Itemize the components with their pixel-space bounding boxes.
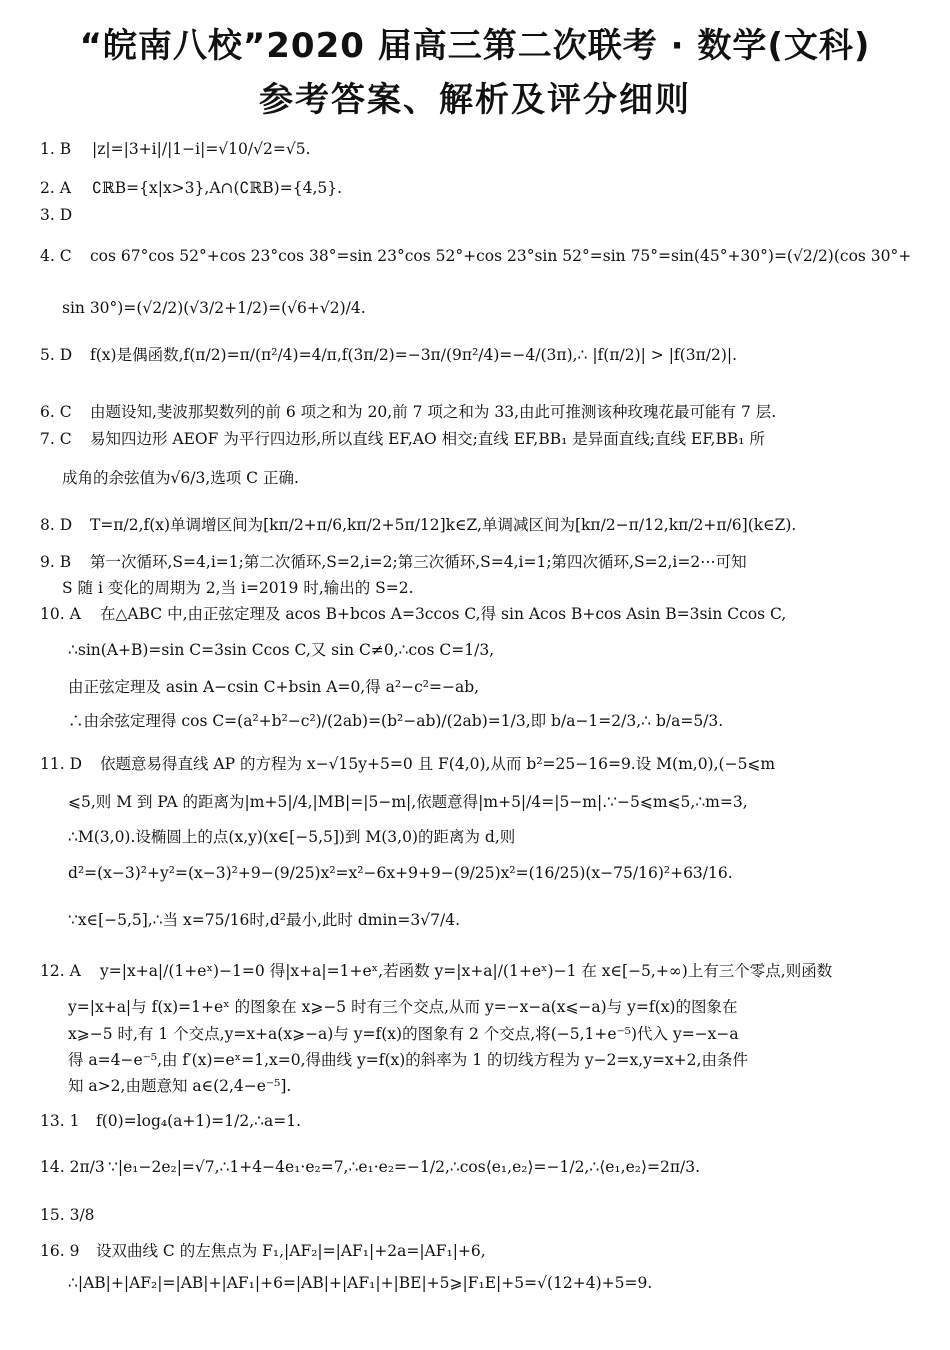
answer-number: 14. 2π/3 — [40, 1158, 105, 1176]
answer-line: ∴由余弦定理得 cos C=(a²+b²−c²)/(2ab)=(b²−ab)/(2ab)=1/3,即 b/a−1=2/3,∴ b/a=5/3. — [68, 712, 724, 730]
answer-number: 2. A — [40, 179, 71, 197]
answer-item-10-cont — [0, 714, 950, 754]
answer-line: 由正弦定理及 asin A−csin C+bsin A=0,得 a²−c²=−ab, — [68, 678, 480, 696]
answer-item-7-cont — [0, 471, 950, 511]
answer-line: |z|=|3+i|/|1−i|=√10/√2=√5. — [92, 140, 311, 158]
answer-line: ∴sin(A+B)=sin C=3sin Ccos C,又 sin C≠0,∴cos C=1/3, — [68, 641, 495, 659]
document-subtitle: 参考答案、解析及评分细则 — [259, 80, 691, 120]
answer-number: 8. D — [40, 516, 73, 534]
answer-number: 12. A — [40, 962, 81, 980]
answer-number: 11. D — [40, 755, 83, 773]
answer-number: 1. B — [40, 140, 72, 158]
document-title: “皖南八校”2020 届高三第二次联考 · 数学(文科) — [79, 26, 871, 66]
answer-number: 4. C — [40, 247, 72, 265]
answer-item-5 — [0, 348, 950, 388]
answer-number: 3. D — [40, 206, 73, 224]
answer-line: 第一次循环,S=4,i=1;第二次循环,S=2,i=2;第三次循环,S=4,i=1;第四次循环,S=2,i=2⋯可知 — [90, 553, 747, 571]
answer-item-4-cont — [0, 301, 950, 341]
answer-line: 得 a=4−e⁻⁵,由 f′(x)=eˣ=1,x=0,得曲线 y=f(x)的斜率为 1 的切线方程为 y−2=x,y=x+2,由条件 — [68, 1051, 748, 1069]
answer-line: cos 67°cos 52°+cos 23°cos 38°=sin 23°cos 52°+cos 23°sin 52°=sin 75°=sin(45°+30°)=(√2/2)(cos 30°+ — [90, 247, 912, 265]
answer-number: 10. A — [40, 605, 81, 623]
answer-item-16-cont — [0, 1276, 950, 1316]
answer-number: 5. D — [40, 346, 73, 364]
answer-item-1 — [0, 142, 950, 182]
answer-line: sin 30°)=(√2/2)(√3/2+1/2)=(√6+√2)/4. — [62, 299, 366, 317]
answer-line: 知 a>2,由题意知 a∈(2,4−e⁻⁵]. — [68, 1077, 292, 1095]
answer-line: T=π/2,f(x)单调增区间为[kπ/2+π/6,kπ/2+5π/12]k∈Z,单调减区间为[kπ/2−π/12,kπ/2+π/6](k∈Z). — [90, 516, 797, 534]
answer-item-11 — [0, 757, 950, 797]
answer-number: 13. 1 — [40, 1112, 80, 1130]
answer-line: 在△ABC 中,由正弦定理及 acos B+bcos A=3ccos C,得 sin Acos B+cos Asin B=3sin Ccos C, — [100, 605, 787, 623]
answer-item-11-cont — [0, 913, 950, 953]
answer-item-4 — [0, 249, 950, 289]
answer-item-8 — [0, 518, 950, 558]
answer-line: y=|x+a|与 f(x)=1+eˣ 的图象在 x⩾−5 时有三个交点,从而 y=−x−a(x⩽−a)与 y=f(x)的图象在 — [68, 998, 738, 1016]
answer-line: f(0)=log₄(a+1)=1/2,∴a=1. — [96, 1112, 302, 1130]
answer-line: ⩽5,则 M 到 PA 的距离为|m+5|/4,|MB|=|5−m|,依题意得|m+5|/4=|5−m|.∵−5⩽m⩽5,∴m=3, — [68, 793, 748, 811]
answer-line: d²=(x−3)²+y²=(x−3)²+9−(9/25)x²=x²−6x+9+9−(9/25)x²=(16/25)(x−75/16)²+63/16. — [68, 864, 733, 882]
answer-line: ∴|AB|+|AF₂|=|AB|+|AF₁|+6=|AB|+|AF₁|+|BE|+5⩾|F₁E|+5=√(12+4)+5=9. — [68, 1274, 653, 1292]
answer-item-14 — [0, 1160, 950, 1200]
answer-number: 6. C — [40, 403, 72, 421]
answer-line: 易知四边形 AEOF 为平行四边形,所以直线 EF,AO 相交;直线 EF,BB₁ 是异面直线;直线 EF,BB₁ 所 — [90, 430, 765, 448]
answer-number: 16. 9 — [40, 1242, 80, 1260]
answer-line: S 随 i 变化的周期为 2,当 i=2019 时,输出的 S=2. — [62, 579, 414, 597]
answer-number: 15. 3/8 — [40, 1206, 95, 1224]
answer-number: 9. B — [40, 553, 72, 571]
answer-number: 7. C — [40, 430, 72, 448]
answer-line: 设双曲线 C 的左焦点为 F₁,|AF₂|=|AF₁|+2a=|AF₁|+6, — [96, 1242, 486, 1260]
answer-line: y=|x+a|/(1+eˣ)−1=0 得|x+a|=1+eˣ,若函数 y=|x+a|/(1+eˣ)−1 在 x∈[−5,+∞)上有三个零点,则函数 — [100, 962, 833, 980]
answer-line: ∵|e₁−2e₂|=√7,∴1+4−4e₁·e₂=7,∴e₁·e₂=−1/2,∴cos⟨e₁,e₂⟩=−1/2,∴⟨e₁,e₂⟩=2π/3. — [108, 1158, 701, 1176]
answer-line: 由题设知,斐波那契数列的前 6 项之和为 20,前 7 项之和为 33,由此可推测该种玫瑰花最可能有 7 层. — [90, 403, 777, 421]
answer-item-7 — [0, 432, 950, 472]
answer-line: 依题意易得直线 AP 的方程为 x−√15y+5=0 且 F(4,0),从而 b²=25−16=9.设 M(m,0),(−5⩽m — [100, 755, 776, 773]
answer-line: f(x)是偶函数,f(π/2)=π/(π²/4)=4/π,f(3π/2)=−3π/(9π²/4)=−4/(3π),∴ |f(π/2)| > |f(3π/2)|. — [90, 346, 738, 364]
answer-line: ∵x∈[−5,5],∴当 x=75/16时,d²最小,此时 dmin=3√7/4. — [68, 911, 460, 929]
answer-line: ∴M(3,0).设椭圆上的点(x,y)(x∈[−5,5])到 M(3,0)的距离为 d,则 — [68, 828, 516, 846]
answer-line: 成角的余弦值为√6/3,选项 C 正确. — [62, 469, 299, 487]
answer-item-3 — [0, 208, 950, 248]
answer-item-10-cont — [0, 643, 950, 683]
answer-line: x⩾−5 时,有 1 个交点,y=x+a(x⩾−a)与 y=f(x)的图象有 2 个交点,将(−5,1+e⁻⁵)代入 y=−x−a — [68, 1025, 739, 1043]
answer-line: ∁ℝB={x|x>3},A∩(∁ℝB)={4,5}. — [92, 179, 343, 197]
answer-item-11-cont — [0, 866, 950, 906]
answer-item-13 — [0, 1114, 950, 1154]
